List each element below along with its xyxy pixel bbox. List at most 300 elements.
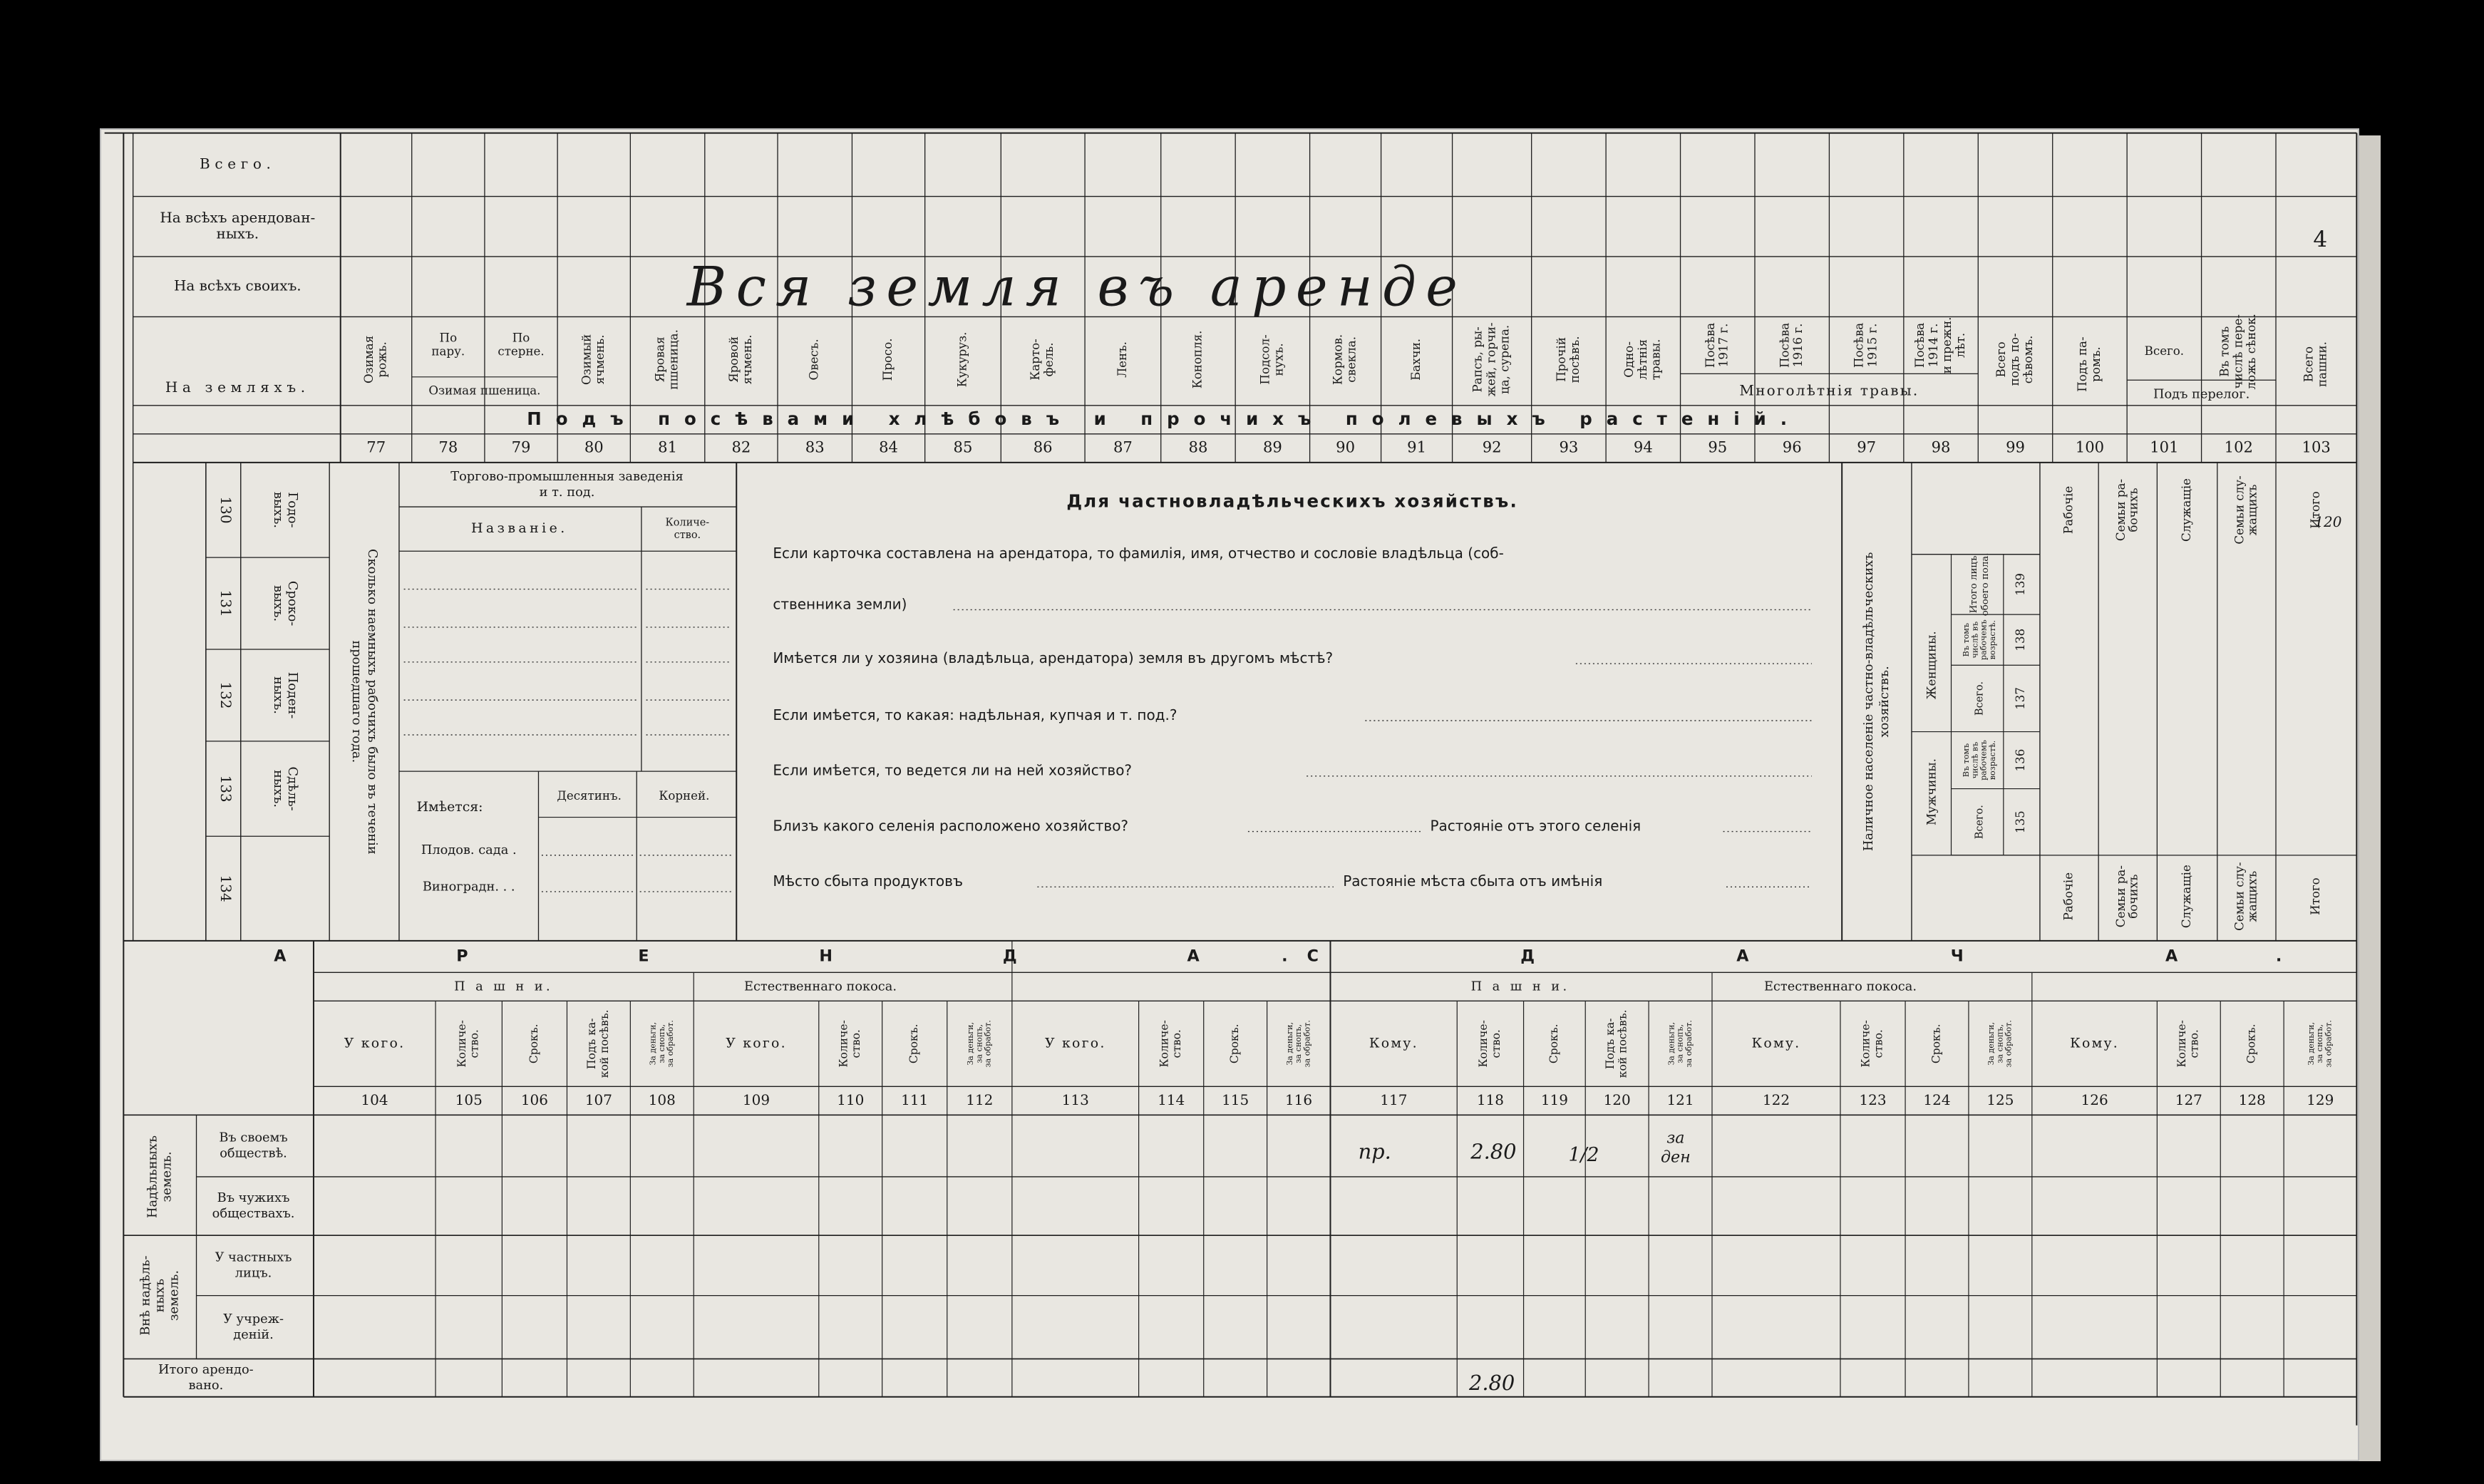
arenda-col-number <box>1062 1091 1089 1108</box>
crop-column-number <box>1783 438 1802 455</box>
arenda-col-number <box>1158 1091 1185 1108</box>
pokos-label <box>744 979 897 994</box>
pop-right-col-header-line: Итого <box>2309 491 2323 529</box>
crop-column-header <box>1994 333 2035 386</box>
arenda-row-label-line: денiй. <box>233 1328 274 1343</box>
crop-column-header-line: нухъ. <box>1272 343 1286 376</box>
arenda-col-number-line: 115 <box>1222 1091 1249 1108</box>
private-title-line: Для частновладѣльческихъ хозяйствъ. <box>1066 490 1518 512</box>
crop-column-header-line: Всего <box>1994 341 2009 378</box>
crop-column-number <box>2150 438 2178 455</box>
handwritten-entry-line: ден <box>1660 1148 1691 1167</box>
arenda-col-header-line: Срокъ. <box>1228 1024 1242 1064</box>
arenda-col-header-line: Подъ ка- <box>1603 1018 1617 1070</box>
arenda-col-header <box>1285 1020 1311 1067</box>
arenda-col-header <box>1547 1024 1560 1063</box>
crop-column-number <box>2225 438 2253 455</box>
vsego-label <box>1974 681 1986 716</box>
arenda-col-header-line: Срокъ. <box>907 1024 921 1064</box>
handwritten-entry-line: 2.80 <box>1470 1139 1517 1164</box>
arenda-col-header-line: за обработ. <box>983 1020 993 1068</box>
crop-column-number-line: 91 <box>1407 438 1427 456</box>
pop-right-col-header <box>2233 475 2259 544</box>
workers-row-number-line: 133 <box>217 775 235 803</box>
handwritten-entry <box>1359 1140 1391 1164</box>
trade-title <box>450 470 683 500</box>
workers-row-label <box>271 581 299 626</box>
trade-col-qty-line: ство. <box>674 530 701 542</box>
workers-row-label-line: Сроко- <box>284 580 299 627</box>
crop-column-header-line: травы. <box>1649 339 1663 381</box>
arenda-col-header-line: за обработ. <box>2004 1020 2014 1068</box>
crop-column-number <box>366 438 386 455</box>
crop-column-header-line: свекла. <box>1344 336 1359 383</box>
handwritten-page-number-line: 4 <box>2313 227 2328 253</box>
arenda-col-number <box>585 1091 612 1108</box>
arenda-total-label-line: Итого арендо- <box>158 1363 254 1378</box>
arenda-col-number <box>837 1091 864 1108</box>
crop-column-header-line: Просо. <box>881 338 895 381</box>
arenda-row-group-line: Внѣ надѣль- <box>138 1255 153 1336</box>
crop-column-number-line: 81 <box>658 438 677 456</box>
workers-vertical-title <box>349 549 379 855</box>
crop-column-header-line: По <box>439 331 458 345</box>
arenda-col-header-line: За деньги, <box>1284 1021 1294 1066</box>
trade-col-qty-line: Количе- <box>665 517 710 529</box>
crop-column-header <box>1778 323 1805 368</box>
private-line <box>773 817 1128 834</box>
crop-column-number <box>2076 438 2104 455</box>
arenda-col-number-line: 120 <box>1603 1091 1631 1108</box>
population-vertical-title-line: хозяйствъ. <box>1877 666 1892 738</box>
private-line-line: Имѣется ли у хозяина (владѣльца, арендатора) земля въ другомъ мѣстѣ? <box>773 649 1334 666</box>
pop-right-col-header-line: Семьи ра- <box>2113 478 2128 542</box>
crop-column-header <box>2217 314 2258 390</box>
workers-row-number <box>217 681 235 708</box>
crop-column-header-line: Кормов. <box>1331 334 1345 386</box>
workers-row-number <box>217 875 235 902</box>
arenda-row-label <box>219 1131 287 1161</box>
pop-right-col-footer-line: жащихъ <box>2245 870 2259 922</box>
crop-column-header-line: ячмень. <box>740 334 754 385</box>
pop-right-col-footer-line: Итого <box>2309 877 2323 915</box>
has-label-line: Имѣется: <box>416 799 483 815</box>
crop-column-header-line: Одно- <box>1622 341 1636 378</box>
top-row-label <box>160 209 315 242</box>
crop-column-header-line: 1916 г. <box>1791 323 1805 368</box>
pashni-label <box>1471 979 1570 994</box>
incl-label-line: возрастѣ. <box>1987 620 1997 660</box>
private-line-line: Мѣсто сбыта продуктовъ <box>773 872 964 890</box>
crop-column-header-line: Всего. <box>2144 344 2185 358</box>
arenda-col-header <box>1752 1035 1801 1051</box>
arenda-col-number-line: 119 <box>1540 1091 1568 1108</box>
crop-column-header-line: числѣ пере- <box>2231 314 2245 389</box>
total-both-label <box>1969 553 1991 617</box>
pop-right-col-header-line: бочихъ <box>2126 488 2140 532</box>
arenda-row-label-line: обществахъ. <box>212 1207 295 1222</box>
arenda-col-header <box>1930 1024 1943 1063</box>
pop-number <box>2014 810 2027 833</box>
crop-column-number <box>1336 438 1355 455</box>
private-line-line: Если имѣется, то ведется ли на ней хозяйство? <box>773 761 1133 779</box>
pop-number-line: 138 <box>2013 628 2027 651</box>
vsego-label <box>1974 805 1986 839</box>
crop-column-header-line: Конопля. <box>1190 330 1205 389</box>
arenda-col-header-line: Количе- <box>2175 1020 2188 1068</box>
crop-column-header-line: По <box>512 331 530 345</box>
arenda-col-header <box>907 1024 920 1063</box>
crop-column-number-line: 99 <box>2006 438 2025 456</box>
arenda-col-header <box>585 1009 611 1078</box>
pop-right-col-header <box>2062 486 2076 535</box>
pokos-label <box>1764 979 1917 994</box>
arenda-col-header-line: ство. <box>850 1029 863 1058</box>
arenda-col-header-line: за снопъ, <box>656 1024 666 1063</box>
crop-column-number <box>1559 438 1578 455</box>
handwritten-entry-line: 2.80 <box>1468 1371 1515 1396</box>
workers-row-label-line: выхъ. <box>270 585 285 622</box>
arenda-col-number-line: 107 <box>584 1091 612 1108</box>
crop-column-number <box>805 438 825 455</box>
women-label <box>1924 631 1938 699</box>
crop-column-number-line: 83 <box>805 438 825 456</box>
arenda-row-group <box>145 1135 174 1218</box>
private-line <box>773 545 1503 562</box>
winter-wheat-label <box>428 383 540 397</box>
pashni-label-line: П а ш н и. <box>454 979 554 994</box>
crop-column-number-line: 98 <box>1931 438 1951 456</box>
arenda-col-header <box>2070 1035 2119 1051</box>
handwritten-count <box>2314 513 2341 530</box>
crop-column-header-line: ложь сѣнок. <box>2245 314 2259 390</box>
crop-column-header <box>2076 336 2103 391</box>
crop-column-number-line: 93 <box>1559 438 1579 456</box>
workers-row-number-line: 131 <box>217 589 235 617</box>
workers-row-number-line: 130 <box>217 496 235 524</box>
incl-label-line: числѣ въ <box>1970 621 1980 659</box>
arenda-total-label-line: вано. <box>188 1379 224 1393</box>
arenda-col-header <box>1228 1024 1241 1063</box>
arenda-col-header-line: Количе- <box>1158 1020 1171 1068</box>
arenda-col-header <box>1045 1035 1106 1051</box>
crop-column-header-line: Посѣва <box>1703 322 1717 369</box>
arenda-col-header-line: За деньги, <box>2307 1021 2316 1066</box>
private-line <box>1343 872 1602 890</box>
pop-right-col-header-line: Служащiе <box>2180 478 2194 542</box>
crop-column-header-line: Прочiй <box>1554 337 1568 382</box>
workers-vertical-title-line: прошедшаго года. <box>349 640 364 763</box>
crop-column-header <box>362 336 389 383</box>
crop-column-number <box>954 438 973 455</box>
arenda-title-line: А Р Е Н Д А. <box>274 947 1371 966</box>
arenda-col-header-line: Количе- <box>1477 1020 1490 1068</box>
dessiatin-label-line: Десятинъ. <box>557 789 622 803</box>
crop-column-header-line: сѣвомъ. <box>2021 335 2035 384</box>
arenda-row-label <box>212 1191 295 1221</box>
crop-column-header <box>1913 317 1967 374</box>
incl-label-line: Въ томъ <box>1962 743 1972 778</box>
orchard-label <box>421 843 517 857</box>
crop-column-header <box>1471 322 1512 396</box>
arenda-row-label-line: лицъ. <box>235 1266 272 1281</box>
arenda-col-header-line: ство. <box>468 1029 481 1058</box>
arenda-col-header-line: за обработ. <box>666 1020 676 1068</box>
arenda-col-number <box>1541 1091 1568 1108</box>
crop-column-number-line: 90 <box>1336 438 1356 456</box>
arenda-row-group <box>138 1255 181 1335</box>
arenda-col-header-line: за обработ. <box>2324 1020 2334 1068</box>
pop-number <box>2014 749 2027 772</box>
arenda-col-number <box>2307 1091 2334 1108</box>
pop-right-col-header-line: Рабочiе <box>2061 485 2076 535</box>
handwritten-count-line: 120 <box>2314 512 2342 530</box>
crop-column-header-line: пару. <box>431 344 465 359</box>
arenda-col-number-line: 109 <box>742 1091 771 1108</box>
incl-label-line: рабочемъ <box>1979 740 1989 780</box>
arenda-col-header-line: ство. <box>1489 1029 1503 1058</box>
crop-column-header-line: подъ по- <box>2007 333 2021 386</box>
handwritten-entry <box>1468 1371 1515 1395</box>
private-line <box>773 762 1132 779</box>
crop-column-header <box>1029 339 1056 380</box>
arenda-row-group-line: земель. <box>167 1270 182 1321</box>
arenda-col-header-line: Кому. <box>1369 1035 1418 1051</box>
private-line-line: Близъ какого селенiя расположено хозяйство? <box>773 817 1129 835</box>
private-line <box>773 595 907 612</box>
arenda-col-number-line: 105 <box>455 1091 483 1108</box>
has-label <box>417 799 483 815</box>
pop-right-col-footer <box>2309 877 2322 915</box>
incl-label-line: рабочемъ <box>1979 619 1989 661</box>
crop-column-number-line: 87 <box>1113 438 1133 456</box>
crop-column-header-line: Бахчи. <box>1409 338 1423 381</box>
pop-right-col-footer-line: бочихъ <box>2126 874 2140 919</box>
perennial-label <box>1739 381 1919 398</box>
crop-column-number-line: 84 <box>879 438 898 456</box>
arenda-col-header-line: Количе- <box>455 1020 468 1068</box>
arenda-col-header-line: Срокъ. <box>527 1024 540 1064</box>
pop-right-col-footer <box>2114 865 2140 927</box>
crop-column-header-line: Овесъ. <box>807 339 821 381</box>
handwritten-entry-line: за <box>1666 1128 1685 1148</box>
arenda-col-number <box>2175 1091 2202 1108</box>
pop-right-col-footer-line: Семьи ра- <box>2113 865 2128 928</box>
arenda-col-number-line: 104 <box>361 1091 388 1108</box>
crop-column-number-line: 96 <box>1782 438 1802 456</box>
crop-column-header-line: 1914 г. <box>1927 323 1941 368</box>
private-line-line: Если карточка составлена на арендатора, то фамилiя, имя, отчество и сословiе владѣльца (соб- <box>773 545 1504 562</box>
top-row-label <box>200 155 276 172</box>
crop-column-number-line: 89 <box>1262 438 1282 456</box>
arenda-col-number-line: 108 <box>648 1091 676 1108</box>
population-vertical-title <box>1862 552 1892 852</box>
private-line-line: Если имѣется, то какая: надѣльная, купчая и т. под.? <box>773 706 1177 723</box>
top-row-label-line: На земляхъ. <box>165 378 310 396</box>
vineyard-label <box>423 880 515 894</box>
arenda-col-header-line: За деньги, <box>966 1021 976 1066</box>
pop-number-line: 135 <box>2013 810 2027 834</box>
crop-column-number-line: 101 <box>2150 438 2179 456</box>
arenda-col-header-line: Срокъ. <box>2245 1024 2258 1064</box>
crop-column-header <box>1190 331 1204 389</box>
arenda-col-header-line: за снопъ, <box>1675 1024 1685 1063</box>
arenda-col-number-line: 111 <box>901 1091 929 1108</box>
crop-column-header <box>1704 323 1731 368</box>
crop-column-number-line: 92 <box>1482 438 1502 456</box>
top-row-label <box>165 378 310 396</box>
roots-label-line: Корней. <box>659 789 710 803</box>
women-label-line: Женщины. <box>1924 631 1939 700</box>
arenda-col-number <box>1380 1091 1407 1108</box>
crop-column-number <box>1189 438 1208 455</box>
total-both-label-line: Итого лицъ <box>1969 555 1980 614</box>
arenda-col-header-line: за снопъ, <box>974 1024 984 1063</box>
trade-col-name-line: Названiе. <box>470 520 568 537</box>
arenda-col-header-line: за снопъ, <box>1294 1024 1304 1063</box>
incl-label-line: числѣ въ <box>1970 741 1980 779</box>
crop-column-number-line: 97 <box>1857 438 1877 456</box>
crop-column-header-line: Всего <box>2302 346 2316 383</box>
crop-column-number-line: 85 <box>953 438 973 456</box>
arenda-col-header-line: кой посѣвъ. <box>597 1009 611 1078</box>
vineyard-label-line: Виноградн. . . <box>422 880 515 895</box>
pokos-label-line: Естественнаго покоса. <box>1763 979 1917 994</box>
arenda-col-header-line: за снопъ, <box>2315 1024 2325 1063</box>
incl-label <box>1962 619 1997 660</box>
crop-column-header-line: Яровая <box>653 336 667 383</box>
pop-right-col-footer-line: Служащiе <box>2180 865 2194 929</box>
crop-column-header-line: Кукуруз. <box>955 331 969 388</box>
crop-column-header-line: Ленъ. <box>1115 341 1129 378</box>
incl-label-line: Въ томъ <box>1962 623 1972 657</box>
sdacha-title-line: С Д А Ч А. <box>1307 947 2381 966</box>
arenda-col-header <box>344 1035 406 1051</box>
workers-row-label-line: Годо- <box>284 492 299 528</box>
crop-column-header-line: лѣтнiя <box>1635 339 1649 380</box>
crop-column-header-line: Посѣва <box>1913 322 1927 369</box>
crop-column-number-line: 103 <box>2302 438 2331 456</box>
crop-column-header-line: лѣт. <box>1953 332 1967 358</box>
crop-column-header-line: пашни. <box>2315 341 2329 388</box>
arenda-col-number <box>1666 1091 1694 1108</box>
pashni-label <box>454 979 553 994</box>
handwritten-entry-line: пр. <box>1358 1139 1391 1164</box>
men-label <box>1924 758 1938 825</box>
crop-column-header <box>955 332 969 388</box>
crop-column-number-line: 77 <box>366 438 386 456</box>
crop-column-number-line: 78 <box>438 438 458 456</box>
perennial-label-line: Многолѣтнiя травы. <box>1739 381 1919 399</box>
trade-col-qty <box>666 517 710 541</box>
roots-label <box>659 789 709 803</box>
pop-right-col-header <box>2114 479 2140 541</box>
arenda-col-number <box>901 1091 928 1108</box>
crop-column-header-line: ячмень. <box>593 334 607 385</box>
pop-right-col-header <box>2180 478 2193 542</box>
private-line <box>773 649 1333 666</box>
arenda-col-number <box>649 1091 676 1108</box>
trade-title-line: Торгово-промышленныя заведенiя <box>450 469 684 484</box>
crop-column-header-line: ца, сурепа. <box>1498 324 1512 395</box>
arenda-col-header-line: кой посѣвъ. <box>1616 1009 1629 1078</box>
crop-column-header <box>2145 344 2184 358</box>
arenda-col-header <box>1604 1009 1629 1078</box>
total-both-label-line: обоего пола. <box>1979 552 1991 617</box>
crop-column-header <box>1852 323 1880 368</box>
pop-right-col-header-line: жащихъ <box>2245 484 2259 536</box>
crop-column-header-line: Посѣва <box>1852 322 1866 369</box>
private-line-line: ственника земли) <box>773 595 907 613</box>
arenda-col-header <box>2307 1020 2333 1067</box>
arenda-col-number <box>1604 1091 1631 1108</box>
arenda-row-group-line: Надѣльныхъ <box>145 1135 160 1218</box>
workers-row-label-line: выхъ. <box>270 491 285 529</box>
crop-column-number <box>1113 438 1133 455</box>
crop-column-number <box>1932 438 1951 455</box>
crop-column-header-line: Озимый <box>579 334 594 385</box>
crop-column-header-line: Посѣва <box>1778 322 1792 369</box>
crop-column-header-line: Подсол- <box>1258 334 1272 385</box>
arenda-col-number <box>743 1091 770 1108</box>
crop-column-number <box>2302 438 2331 455</box>
crop-column-header <box>727 334 754 384</box>
arenda-col-header-line: За деньги, <box>1666 1021 1676 1066</box>
arenda-col-header-line: Количе- <box>837 1020 850 1068</box>
crop-column-number-line: 94 <box>1633 438 1653 456</box>
pop-right-col-header-line: Семьи слу- <box>2232 475 2247 545</box>
arenda-col-number <box>1859 1091 1886 1108</box>
arenda-row-label <box>223 1312 284 1342</box>
crop-column-header-line: Рапсъ, ры- <box>1470 326 1485 393</box>
crop-column-header <box>1622 339 1663 381</box>
fallow-label-line: Подъ перелог. <box>2153 387 2250 402</box>
arenda-col-header <box>1860 1020 1885 1067</box>
workers-row-label-line: Поден- <box>284 671 299 719</box>
arenda-col-number-line: 121 <box>1666 1091 1694 1108</box>
workers-row-number <box>217 775 235 802</box>
arenda-col-header-line: за снопъ, <box>1995 1024 2005 1063</box>
arenda-col-header-line: Количе- <box>1859 1020 1872 1068</box>
arenda-col-header <box>726 1035 787 1051</box>
pop-right-col-footer <box>2180 865 2193 928</box>
pop-number <box>2014 573 2027 596</box>
arenda-col-number <box>361 1091 388 1108</box>
arenda-row-label-line: У учреж- <box>223 1312 284 1326</box>
crop-column-header-line: стерне. <box>498 344 545 359</box>
workers-row-label-line: ныхъ. <box>270 676 285 714</box>
arenda-col-number-line: 124 <box>1923 1091 1951 1108</box>
arenda-col-header-line: Кому. <box>1751 1035 1801 1051</box>
top-row-label-line: На всѣхъ арендован- <box>160 208 316 226</box>
pop-number-line: 137 <box>2013 687 2027 710</box>
arenda-row-label <box>215 1250 292 1280</box>
private-title <box>1066 490 1518 511</box>
arenda-col-header <box>966 1020 992 1067</box>
arenda-col-header <box>1477 1020 1503 1067</box>
arenda-row-label-line: Въ своемъ <box>219 1130 288 1145</box>
crop-column-header <box>1331 334 1359 385</box>
pop-right-col-footer-line: Семьи слу- <box>2232 862 2247 931</box>
arenda-col-number-line: 114 <box>1158 1091 1185 1108</box>
arenda-col-number-line: 126 <box>2081 1091 2108 1108</box>
workers-row-number-line: 134 <box>217 875 235 902</box>
handwritten-entry <box>1569 1144 1599 1166</box>
crop-column-header <box>808 339 821 380</box>
crop-column-number-line: 100 <box>2075 438 2105 456</box>
crop-column-header-line: 1915 г. <box>1865 323 1880 368</box>
arenda-col-number-line: 123 <box>1859 1091 1887 1108</box>
